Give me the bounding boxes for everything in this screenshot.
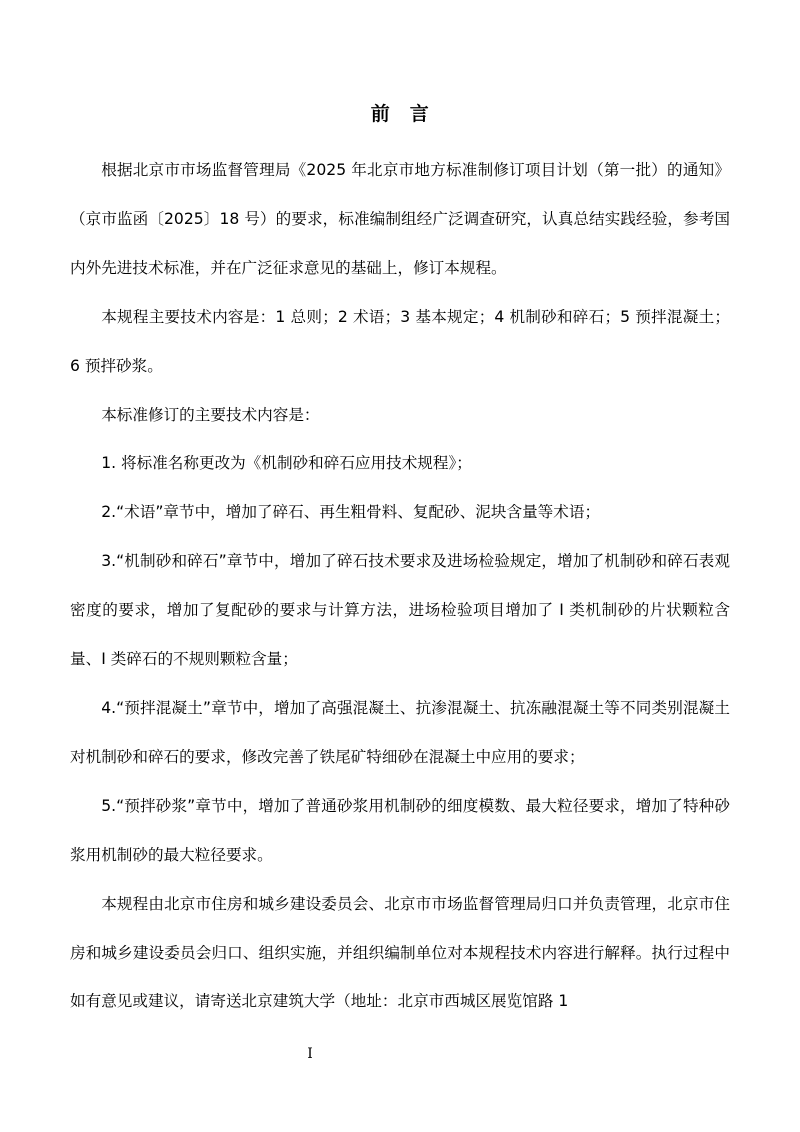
paragraph: 本规程主要技术内容是：1 总则；2 术语；3 基本规定；4 机制砂和碎石；5 预拌混凝土；6 预拌砂浆。 [70, 307, 730, 375]
paragraph: 根据北京市市场监督管理局《2025 年北京市地方标准制修订项目计划（第一批）的通知》（京市监函〔2025〕18 号）的要求，标准编制组经广泛调查研究，认真总结实践经验，参考国内外先进技术标准，并在广泛征求意见的基础上，修订本规程。 [70, 161, 730, 277]
page-number: I [307, 1046, 313, 1062]
paragraph: 1. 将标准名称更改为《机制砂和碎石应用技术规程》； [101, 454, 472, 473]
paragraph: 2.“术语”章节中，增加了碎石、再生粗骨料、复配砂、泥块含量等术语； [101, 503, 601, 522]
paragraph: 3.“机制砂和碎石”章节中，增加了碎石技术要求及进场检验规定，增加了机制砂和碎石表观密度的要求，增加了复配砂的要求与计算方法，进场检验项目增加了 I 类机制砂的片状颗粒含量、I 类碎石的不规则颗粒含量； [70, 552, 730, 669]
paragraph: 本标准修订的主要技术内容是： [101, 405, 320, 424]
paragraph: 4.“预拌混凝土”章节中，增加了高强混凝土、抗渗混凝土、抗冻融混凝土等不同类别混凝土对机制砂和碎石的要求，修改完善了铁尾矿特细砂在混凝土中应用的要求； [70, 698, 730, 766]
paragraph: 本规程由北京市住房和城乡建设委员会、北京市市场监督管理局归口并负责管理，北京市住房和城乡建设委员会归口、组织实施，并组织编制单位对本规程技术内容进行解释。执行过程中如有意见或建议，请寄送北京建筑大学（地址：北京市西城区展览馆路 1 [70, 894, 730, 1011]
paragraph: 5.“预拌砂浆”章节中，增加了普通砂浆用机制砂的细度模数、最大粒径要求，增加了特种砂浆用机制砂的最大粒径要求。 [70, 796, 730, 864]
document-body [70, 146, 730, 1026]
page-title: 前 言 [370, 103, 430, 125]
